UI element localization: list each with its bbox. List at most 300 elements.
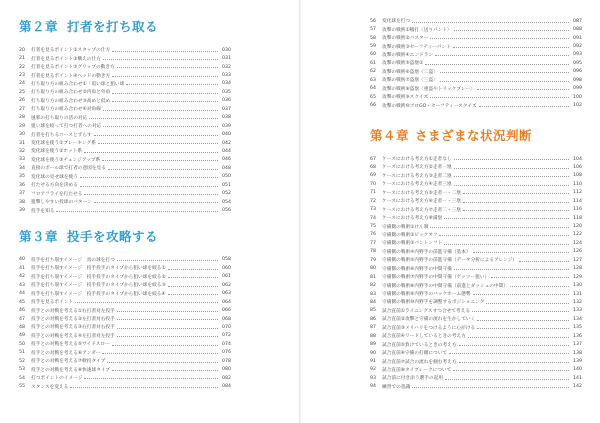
entry-number: 33 [19, 157, 25, 163]
dot-leader [112, 370, 218, 371]
entry-number: 22 [19, 64, 25, 70]
entry-page-number: 050 [222, 174, 231, 180]
entry-title: 狙い球を絞って打つ打者への対応 [31, 124, 102, 130]
entry-title: ケースにおける考え方③走者二塁 [382, 173, 452, 179]
entry-number: 53 [19, 367, 25, 373]
dot-leader [468, 337, 569, 338]
dot-leader [102, 160, 218, 161]
entry-page-number: 064 [222, 299, 231, 305]
entry-page-number: 052 [222, 191, 231, 197]
entry-page-number: 082 [222, 375, 231, 381]
entry-page-number: 124 [573, 240, 582, 246]
entry-title: 攻撃の戦術④エンドラン [382, 52, 434, 58]
toc-entry [19, 88, 231, 96]
dot-leader [70, 387, 218, 388]
toc-entry [370, 222, 582, 230]
dot-leader [117, 67, 218, 68]
entry-number: 35 [19, 174, 25, 180]
toc-entry [370, 231, 582, 239]
dot-leader [454, 185, 569, 186]
dot-leader [445, 379, 569, 380]
entry-number: 57 [370, 27, 376, 33]
entry-number: 51 [19, 350, 25, 356]
entry-page-number: 132 [573, 299, 582, 305]
entry-number: 36 [19, 182, 25, 188]
toc-entry [370, 298, 582, 306]
entry-title: 守備側の戦術③バントシフト [382, 241, 443, 247]
chapter-3-entry-list [19, 256, 231, 391]
entry-title: 打者を見るポイント③グリップの動き方 [31, 65, 115, 71]
left-page [19, 0, 231, 391]
entry-page-number: 058 [222, 257, 231, 263]
entry-number: 52 [19, 358, 25, 364]
entry-page-number: 134 [573, 316, 582, 322]
entry-title: 投手との対戦を考える⑦軟投タイプ [31, 359, 106, 365]
entry-page-number: 130 [573, 283, 582, 289]
chapter-3-continued-list [370, 17, 582, 110]
chapter-title: 打者を打ち取る [67, 19, 159, 34]
entry-page-number: 039 [222, 123, 231, 129]
toc-entry [19, 54, 231, 62]
entry-page-number: 034 [222, 81, 231, 87]
dot-leader [453, 370, 569, 371]
dot-leader [454, 269, 569, 270]
dot-leader [168, 277, 218, 278]
dot-leader [463, 202, 569, 203]
toc-entry [370, 273, 582, 281]
entry-number: 68 [370, 164, 376, 170]
toc-entry [370, 163, 582, 171]
entry-number: 46 [19, 308, 25, 314]
dot-leader [463, 193, 569, 194]
entry-number: 59 [370, 44, 376, 50]
entry-number: 50 [19, 341, 25, 347]
entry-page-number: 031 [222, 56, 231, 62]
entry-page-number: 110 [573, 181, 582, 187]
dot-leader [491, 277, 569, 278]
entry-title: フロアフライを打たせる [31, 191, 83, 197]
toc-entry [19, 281, 231, 289]
toc-entry [370, 265, 582, 273]
toc-entry [19, 340, 231, 348]
entry-page-number: 106 [573, 164, 582, 170]
entry-title: 試合前に付き添う選手の起用 [382, 376, 443, 382]
dot-leader [168, 294, 218, 295]
toc-entry [19, 63, 231, 71]
dot-leader [103, 59, 218, 60]
entry-title: 攻撃の戦術②バスター [382, 36, 429, 42]
entry-page-number: 127 [573, 257, 582, 263]
entry-title: 打者を見るポイント②構えの仕方 [31, 56, 101, 62]
entry-title: 守備側の戦術⑥内野手の中間守備 [382, 266, 452, 272]
toc-entry [19, 114, 231, 122]
entry-number: 63 [370, 77, 376, 83]
entry-number: 72 [370, 198, 376, 204]
toc-entry [370, 25, 582, 33]
entry-number: 61 [370, 60, 376, 66]
toc-entry [19, 382, 231, 390]
entry-number: 65 [370, 94, 376, 100]
entry-title: 守備側の戦術⑤内野手の前進守備（データ分析によるアレンジ） [382, 258, 518, 264]
dot-leader [117, 328, 218, 329]
entry-title: 投手との対戦を考える⑧快速球タイプ [31, 367, 110, 373]
toc-entry [19, 46, 231, 54]
entry-page-number: 129 [573, 274, 582, 280]
entry-page-number: 060 [222, 265, 231, 271]
toc-entry [370, 374, 582, 382]
dot-leader [89, 118, 218, 119]
toc-entry [19, 80, 231, 88]
toc-entry [370, 307, 582, 315]
dot-leader [168, 269, 218, 270]
entry-title: ケースにおける考え方①走者なし [382, 157, 452, 163]
dot-leader [459, 362, 569, 363]
entry-title: 攻撃の戦術③セーフティーバント [382, 44, 451, 50]
entry-title: 打者を見るポイント④ヘッドの動き方 [31, 73, 111, 79]
toc-entry [370, 42, 582, 50]
entry-title: 攻撃の戦術⑦盗塁〈三盗〉 [382, 78, 438, 84]
entry-page-number: 038 [222, 115, 231, 121]
chapter-number: 第２章 [19, 19, 59, 34]
dot-leader [103, 126, 218, 127]
dot-leader [430, 97, 569, 98]
entry-title: 守備側の戦術⑩内野手を調整するポジショニング [382, 300, 485, 306]
entry-page-number: 072 [222, 333, 231, 339]
entry-title: 攻撃の戦術⑨スクイズ [382, 95, 429, 101]
dot-leader [108, 169, 218, 170]
entry-number: 69 [370, 173, 376, 179]
entry-number: 85 [370, 308, 376, 314]
dot-leader [84, 194, 218, 195]
dot-leader [126, 84, 218, 85]
entry-page-number: 091 [573, 35, 582, 41]
entry-page-number: 118 [573, 215, 582, 221]
chapter-4-entry-list [370, 155, 582, 391]
entry-page-number: 035 [222, 89, 231, 95]
entry-number: 25 [19, 89, 25, 95]
dot-leader [454, 168, 569, 169]
entry-title: 打つポイントのイメージ [31, 376, 83, 382]
entry-page-number: 032 [222, 64, 231, 70]
entry-number: 67 [370, 156, 376, 162]
entry-number: 90 [370, 350, 376, 356]
dot-leader [98, 143, 218, 144]
toc-entry [370, 315, 582, 323]
toc-entry [370, 281, 582, 289]
entry-number: 70 [370, 181, 376, 187]
toc-entry [370, 17, 582, 25]
entry-number: 81 [370, 274, 376, 280]
toc-entry [370, 340, 582, 348]
dot-leader [473, 252, 569, 253]
toc-entry [19, 189, 231, 197]
dot-leader [112, 51, 218, 52]
entry-number: 24 [19, 81, 25, 87]
dot-leader [80, 186, 218, 187]
entry-number: 64 [370, 86, 376, 92]
toc-entry [370, 76, 582, 84]
dot-leader [473, 294, 569, 295]
entry-title: 投手との対戦を考える⑥アンダー [31, 350, 101, 356]
entry-title: 変化球を使う②ホット系 [31, 149, 83, 155]
entry-number: 42 [19, 274, 25, 280]
entry-number: 45 [19, 299, 25, 305]
entry-title: 直接のボール球で打者の意図を見る [31, 166, 106, 172]
dot-leader [519, 261, 569, 262]
entry-title: 投手を打ち崩すイメージ 投手投手のタイプから狙い球を絞る④ [31, 291, 166, 297]
entry-title: 試合直前⑧タイブレークについて [382, 367, 452, 373]
dot-leader [56, 211, 218, 212]
dot-leader [107, 362, 218, 363]
entry-title: 試合直前⑤負けているときの考え方 [382, 342, 457, 348]
entry-number: 47 [19, 316, 25, 322]
entry-title: 試合直前⑥守備の打順について [382, 351, 448, 357]
toc-entry [370, 290, 582, 298]
toc-entry [19, 365, 231, 373]
entry-title: 打ち取り方の組み合わせ③高めと低め [31, 98, 111, 104]
entry-number: 75 [370, 224, 376, 230]
chapter-number: 第４章 [370, 127, 410, 143]
entry-number: 94 [370, 384, 376, 390]
entry-page-number: 133 [573, 308, 582, 314]
entry-page-number: 088 [573, 27, 582, 33]
entry-number: 89 [370, 342, 376, 348]
entry-title: 打ち取り方の組み合わせ①「追い球と狙い球 [31, 81, 125, 87]
entry-title: 打ち取り方の組み合わせ④対角線 [31, 107, 101, 113]
dot-leader [80, 177, 218, 178]
entry-number: 87 [370, 325, 376, 331]
dot-leader [103, 110, 218, 111]
entry-page-number: 030 [222, 47, 231, 53]
entry-page-number: 141 [573, 375, 582, 381]
dot-leader [477, 328, 569, 329]
dot-leader [412, 22, 569, 23]
entry-title: ケースにおける考え方⑥走者一・三塁 [382, 199, 461, 205]
dot-leader [510, 286, 569, 287]
entry-page-number: 099 [573, 86, 582, 92]
toc-entry [370, 383, 582, 391]
toc-entry [19, 349, 231, 357]
toc-entry [370, 68, 582, 76]
entry-title: 投手を打ち崩すイメージ 真の球を打つ [31, 257, 115, 263]
entry-title: 守備側の戦術④内野手の前進守備（基本） [382, 249, 471, 255]
entry-title: ケースにおける考え方⑦走者二・三塁 [382, 207, 461, 213]
entry-page-number: 051 [222, 182, 231, 188]
dot-leader [84, 152, 218, 153]
entry-title: 狙撃しやすい投球のパターン [31, 200, 92, 206]
dot-leader [168, 286, 218, 287]
toc-entry [370, 324, 582, 332]
toc-entry [19, 357, 231, 365]
dot-leader [435, 55, 569, 56]
toc-entry [19, 374, 231, 382]
toc-entry [370, 197, 582, 205]
toc-entry [370, 366, 582, 374]
dot-leader [444, 244, 569, 245]
chapter-4-heading [370, 118, 582, 152]
toc-entry [19, 306, 231, 314]
entry-page-number: 037 [222, 106, 231, 112]
entry-title: 試合直前②攻撃と守備の流れを生かしていく [382, 317, 476, 323]
dot-leader [430, 227, 569, 228]
dot-leader [112, 76, 218, 77]
dot-leader [117, 336, 218, 337]
entry-title: 投手を見るポイント [31, 300, 74, 306]
dot-leader [425, 64, 569, 65]
entry-title: 風邪の打ち取りの活の対応 [31, 115, 88, 121]
entry-page-number: 046 [222, 157, 231, 163]
chapter-3-heading [19, 219, 231, 253]
entry-page-number: 056 [222, 208, 231, 214]
entry-title: 守備側の戦術①けん制 [382, 224, 429, 230]
entry-page-number: 087 [573, 18, 582, 24]
entry-number: 49 [19, 333, 25, 339]
dot-leader [479, 106, 569, 107]
chapter-number: 第３章 [19, 228, 59, 244]
entry-number: 55 [19, 384, 25, 390]
entry-page-number: 054 [222, 199, 231, 205]
dot-leader [117, 311, 218, 312]
entry-title: 守備側の戦術②ピックオフ [382, 232, 438, 238]
chapter-title: さまざまな状況判断 [415, 127, 533, 143]
entry-page-number: 061 [222, 274, 231, 280]
toc-entry [370, 51, 582, 59]
entry-page-number: 098 [573, 77, 582, 83]
dot-leader [454, 159, 569, 160]
entry-title: 投手を打ち崩すイメージ 投手投手のタイプから狙い球を絞る③ [31, 283, 166, 289]
entry-number: 32 [19, 148, 25, 154]
entry-number: 83 [370, 291, 376, 297]
toc-entry [370, 85, 582, 93]
entry-title: 攻撃の戦術⑤盗塁① [382, 61, 424, 67]
entry-page-number: 136 [573, 333, 582, 339]
toc-entry [370, 357, 582, 365]
entry-number: 54 [19, 375, 25, 381]
dot-leader [94, 135, 218, 136]
toc-entry [19, 323, 231, 331]
toc-entry [19, 130, 231, 138]
entry-number: 23 [19, 73, 25, 79]
entry-title: 試合直前④リードしているときの考え方 [382, 334, 466, 340]
entry-number: 76 [370, 232, 376, 238]
entry-title: 試合直前①ライニングスすつ合せて考える [382, 308, 471, 314]
entry-number: 88 [370, 333, 376, 339]
entry-title: 攻撃の戦術①犠打〈送りバント〉 [382, 27, 452, 33]
entry-number: 41 [19, 265, 25, 271]
entry-number: 34 [19, 165, 25, 171]
entry-number: 62 [370, 69, 376, 75]
entry-number: 30 [19, 132, 25, 138]
entry-number: 79 [370, 257, 376, 263]
dot-leader [75, 302, 218, 303]
entry-page-number: 080 [222, 367, 231, 373]
entry-title: 守備側の戦術⑨内野手のバックホーム態勢 [382, 292, 471, 298]
entry-number: 56 [370, 18, 376, 24]
entry-page-number: 112 [573, 190, 582, 196]
entry-page-number: 096 [573, 69, 582, 75]
entry-page-number: 093 [573, 52, 582, 58]
toc-entry [19, 264, 231, 272]
entry-number: 77 [370, 240, 376, 246]
dot-leader [84, 378, 218, 379]
toc-entry [370, 93, 582, 101]
right-page [370, 0, 582, 391]
entry-number: 20 [19, 47, 25, 53]
dot-leader [440, 81, 569, 82]
entry-page-number: 139 [573, 359, 582, 365]
entry-title: 打者を打ちるコースとずらす [31, 132, 92, 138]
dot-leader [477, 89, 569, 90]
dot-leader [453, 47, 569, 48]
entry-page-number: 140 [573, 367, 582, 373]
entry-number: 74 [370, 215, 376, 221]
toc-entry [19, 105, 231, 113]
toc-entry [19, 181, 231, 189]
toc-entry [370, 59, 582, 67]
dot-leader [454, 176, 569, 177]
entry-number: 48 [19, 324, 25, 330]
entry-number: 21 [19, 56, 25, 62]
toc-entry [370, 34, 582, 42]
entry-number: 39 [19, 208, 25, 214]
entry-number: 29 [19, 123, 25, 129]
toc-entry [370, 332, 582, 340]
entry-page-number: 104 [573, 156, 582, 162]
entry-number: 91 [370, 359, 376, 365]
toc-entry [19, 173, 231, 181]
entry-title: 打ち取り方の組み合わせ②内角と外角 [31, 90, 111, 96]
entry-page-number: 074 [222, 341, 231, 347]
entry-page-number: 084 [222, 384, 231, 390]
entry-page-number: 076 [222, 350, 231, 356]
dot-leader [94, 202, 218, 203]
entry-page-number: 092 [573, 44, 582, 50]
entry-page-number: 044 [222, 148, 231, 154]
entry-title: 変化球を打つ [382, 19, 411, 25]
dot-leader [449, 353, 569, 354]
dot-leader [439, 235, 569, 236]
entry-page-number: 066 [222, 308, 231, 314]
entry-page-number: 100 [573, 94, 582, 100]
chapter-2-entry-list [19, 46, 231, 215]
dot-leader [117, 319, 218, 320]
toc-entry [370, 180, 582, 188]
toc-entry [19, 156, 231, 164]
dot-leader [112, 93, 218, 94]
toc-entry [19, 256, 231, 264]
entry-number: 31 [19, 140, 25, 146]
entry-page-number: 108 [573, 173, 582, 179]
entry-number: 84 [370, 299, 376, 305]
entry-page-number: 142 [573, 384, 582, 390]
toc-entry [19, 147, 231, 155]
toc-entry [370, 101, 582, 109]
toc-entry [19, 290, 231, 298]
entry-page-number: 063 [222, 291, 231, 297]
entry-title: ケースにおける考え方④走者三塁 [382, 182, 452, 188]
entry-title: 攻撃の戦術⑩ゴロGO・セーフティースクイズ [382, 103, 477, 109]
entry-number: 38 [19, 199, 25, 205]
entry-title: 試合直前③メリハリをつけるように心がける [382, 325, 476, 331]
entry-page-number: 135 [573, 325, 582, 331]
entry-number: 73 [370, 207, 376, 213]
entry-number: 37 [19, 191, 25, 197]
entry-page-number: 040 [222, 132, 231, 138]
toc-entry [370, 349, 582, 357]
entry-title: 投手との対戦を考える⑤サイドスロー [31, 342, 110, 348]
entry-title: 投手との対戦を考える②左打者対右投手 [31, 317, 115, 323]
entry-page-number: 078 [222, 358, 231, 364]
